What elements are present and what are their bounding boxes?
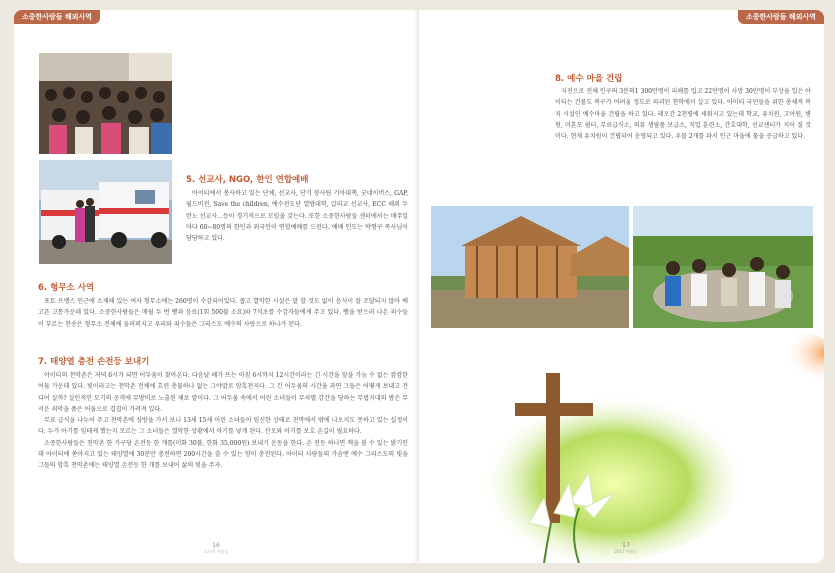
right-page-number-sub: 2011 여름호 — [614, 549, 638, 554]
left-header-tab: 소중한사람들 해외사역 — [14, 10, 100, 24]
section-8-paragraph: 지진으로 전체 인구의 3분의1 300만명이 피해를 입고 22만명이 사망 30만명이 부상을 입은 아이티는 건물도 복구가 어려울 정도로 파괴된 천막에서 살고 있다. 아이티 국민들을 위한 총체적 복지 시설인 예수마을 건립을 하고 있다. 레오간 2천평에 세워지고 있는데 학교, 유치원, 고아원, 병원, 미혼모 쉼터, 무료급식소, 의류 생필품 보급소, 직업 훈련소, 간호대학, 선교센터가 지어 질 것이다. 현재 유치원이 건립되어 운영되고 있다. 우물 2개를 파서 인근 마을에 물을 공급하고 있다. — [555, 88, 811, 141]
left-page-number-sub: 소중한 사람들 — [203, 549, 229, 554]
section-8-body — [555, 86, 811, 142]
section-8-title: 8. 예수 마을 건립 — [555, 74, 623, 84]
right-header-tab: 소중한사람들 해외사역 — [738, 10, 824, 24]
section-7-paragraph-1: 아이티의 천막촌은 저녁 6시가 되면 어두움이 찾아온다. 다음날 해가 뜨는 아침 6시까지 12시간이라는 긴 시간을 앞을 가늠 수 없는 캄캄한 어둠 가운데 있다. 빛이라고는 천막촌 전체에 흐린 촛불하나 없는 그야말로 암흑천지다. 그 긴 어두움의 시간을 과연 그들은 어떻게 보내고 견디어 살까? 살인적인 모기의 공격에 무방비로 노출된 채로 말이다. 그 어두움 속에서 어린 소녀들이 무차별 강간을 당하는 무법지대의 밤은 무서운 죄악을 품은 어둠으로 겹겹이 가려져 있다. — [38, 372, 408, 413]
section-6-paragraph: 포토 프랭스 인근에 소재해 있는 여자 형무소에는 260명이 수감되어있다. 좁고 열악한 시설은 말 할 것도 없이 음식이 잘 조달되지 않아 배고픈 고통가운데 있다. 소중한사람들은 매월 두 번 빵과 음료(1회 500불 소요)와 7석초를 수감자들에게 주고 있다. 빵을 받으러 나온 죄수들이 부르는 찬송은 형무소 전체에 울려퍼지고 우리와 죄수들은 그리스도 예수의 사랑으로 하나가 된다. — [38, 298, 408, 328]
section-7-paragraph-3: 소중한사람들은 천막촌 한 가구당 손전등 한 개를(미화 30불, 한화 35,000원) 보내기 운동을 한다. 손 전등 하나면 책을 볼 수 있는 밝기인데 아이티에 쏟아지고 있는 태양열에 30분만 충전하면 200시간을 쓸 수 있는 양이 충전된다. 아이티 사람들의 가슴엔 예수 그리스도의 빛을 그들의 암흑 천막촌에는 태양열 손전등 한 개를 보내어 삶의 빛을 주자. — [38, 439, 408, 470]
left-page — [14, 10, 419, 563]
section-5-body — [186, 188, 408, 244]
left-page-number — [186, 542, 246, 555]
right-page-number — [596, 542, 656, 555]
right-page-number-value: 17 — [622, 542, 630, 549]
section-5-paragraph: 아이티에서 봉사하고 있는 단체, 선교사, 단기 봉사팀 기아대책, 굿네이버스, GAP, 월드비전, Save the children, 예수전도단 열방대학, 갈리교 선교사, ECC 해외 두란노 선교사...등이 경기적으로 모임을 갖는다. 또한 소중한사람들 센터에서는 매주일마다 60~80명의 한인과 외국인이 연합예배를 드린다. 예배 인도는 박형구 목사님이 담당하고 있다. — [186, 190, 408, 243]
section-5-title: 5. 선교사, NGO, 한인 연합예배 — [186, 175, 309, 185]
construction-photo — [431, 206, 629, 328]
left-page-number-value: 16 — [212, 542, 220, 549]
section-6-body — [38, 296, 408, 330]
section-6-title: 6. 형무소 사역 — [38, 283, 95, 293]
cross-with-lilies-illustration — [419, 333, 824, 563]
section-7-paragraph-2: 무료 급식을 나누어 주고 천막촌에 심방을 가서 보니 13세 15세 어린 소녀들이 임신한 상태로 천막에서 밖에 나오지도 못하고 있는 실정이다. 누가 아기를 임테케 했는지 모르는 그 소녀들은 열악한 상황에서 아기를 낳게 된다. 산모와 아기를 보호 손길이 필요하다. — [38, 417, 408, 436]
section-7-body — [38, 370, 408, 472]
section-7-title: 7. 태양열 충전 손전등 보내기 — [38, 357, 150, 367]
right-page — [419, 10, 824, 563]
worship-crowd-photo — [39, 53, 172, 154]
ambulance-photo — [39, 160, 172, 264]
group-photo — [633, 206, 813, 328]
